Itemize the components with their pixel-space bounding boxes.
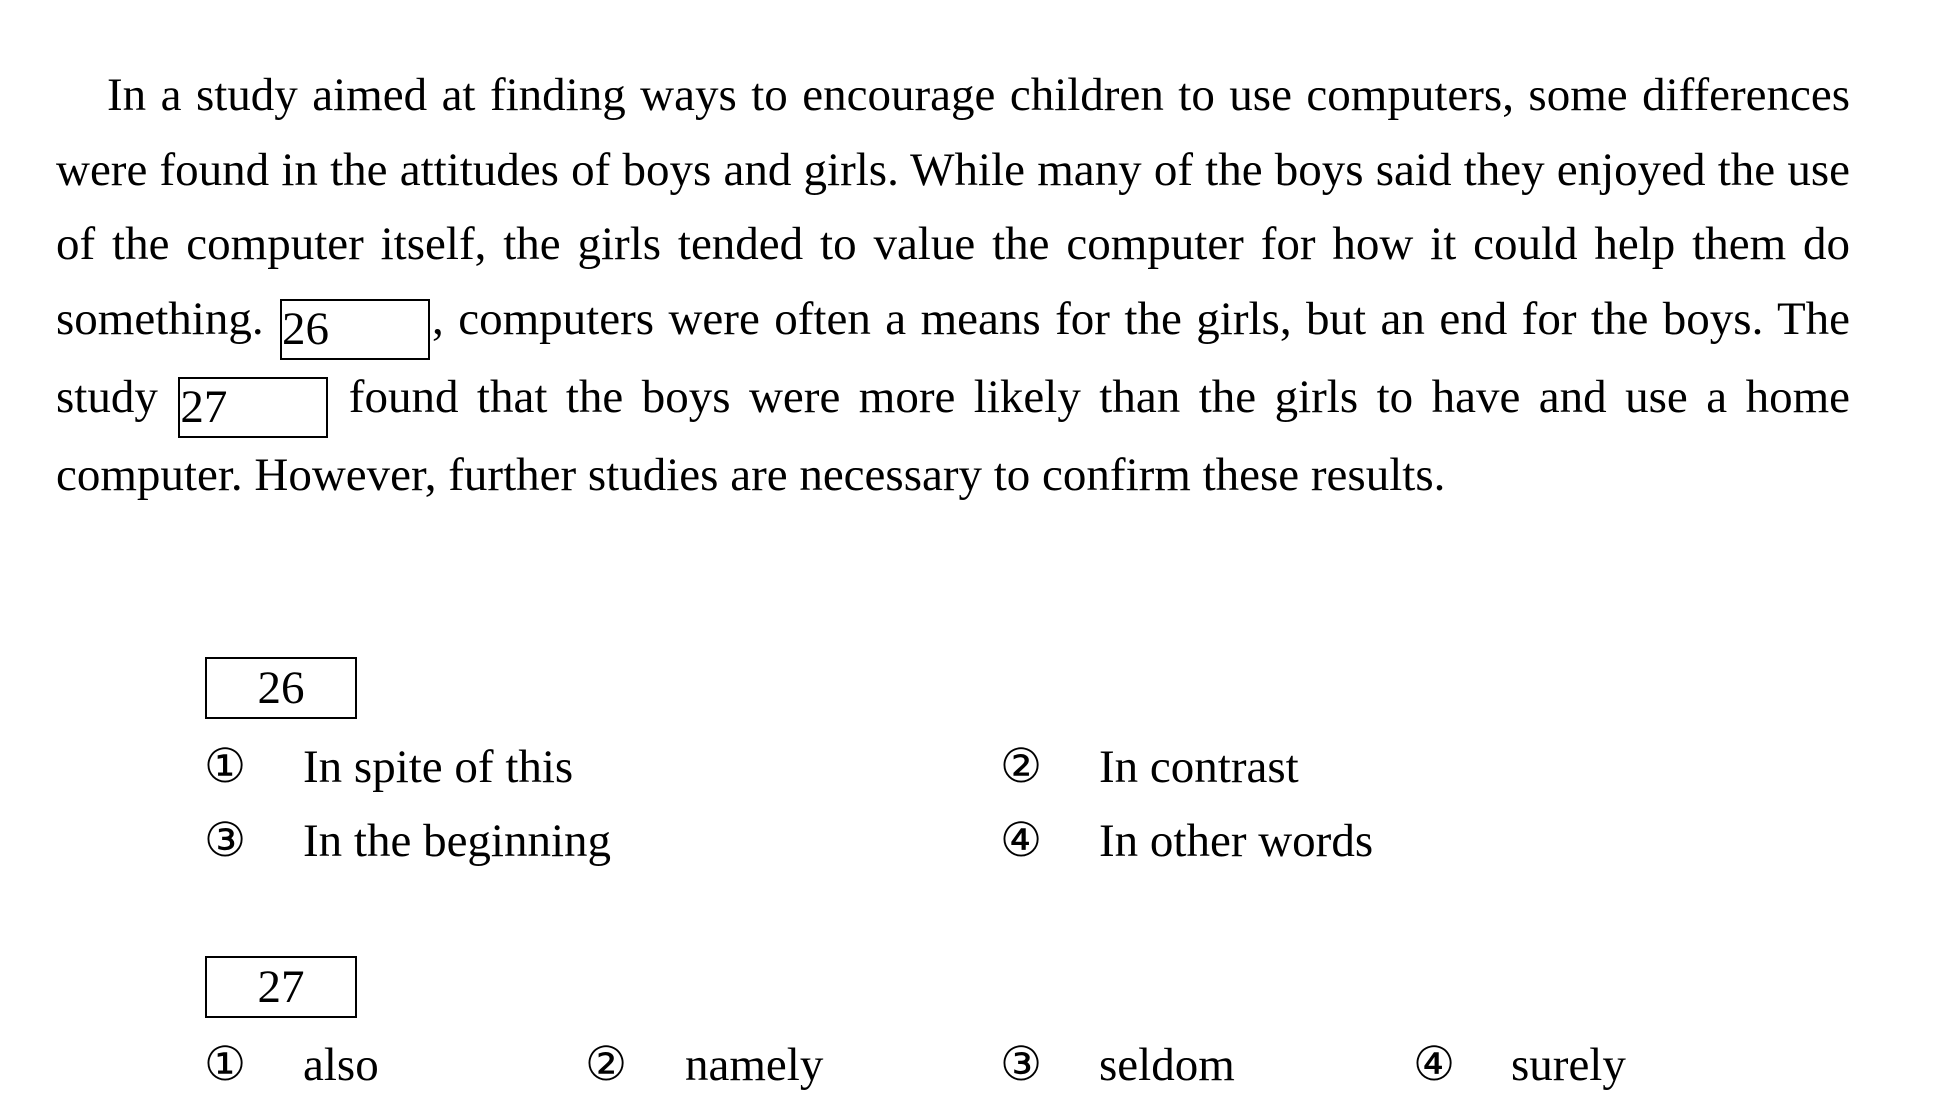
option-27-4-text[interactable]: surely: [1511, 1039, 1626, 1091]
question-26-label: 26: [205, 657, 357, 719]
blank-26-box[interactable]: 26: [280, 299, 430, 360]
option-26-4-number[interactable]: ④: [1000, 813, 1043, 868]
option-27-1-text[interactable]: also: [303, 1039, 379, 1091]
option-26-1-text[interactable]: In spite of this: [303, 741, 574, 793]
option-27-4-number[interactable]: ④: [1413, 1037, 1456, 1092]
option-27-3-text[interactable]: seldom: [1099, 1039, 1235, 1091]
option-26-3-number[interactable]: ③: [204, 813, 247, 868]
option-26-4-text[interactable]: In other words: [1099, 815, 1374, 867]
option-26-2-text[interactable]: In contrast: [1099, 741, 1299, 793]
passage-part-1: In a study aimed at finding ways to encourage children to use computers, some differences were found in the attitudes of boys and girls. While many of the boys said they enjoyed the use of the computer itself, the girls tended to value the computer for how it could help them do something.: [56, 69, 1850, 345]
option-26-2-number[interactable]: ②: [1000, 739, 1043, 794]
passage-text: [56, 58, 1850, 512]
passage-part-2: , computers were often a means for the girls, but an end for the boys. The study: [56, 292, 1851, 423]
option-27-1-number[interactable]: ①: [204, 1037, 247, 1092]
option-27-3-number[interactable]: ③: [1000, 1037, 1043, 1092]
question-27-label: 27: [205, 956, 357, 1018]
option-26-1-number[interactable]: ①: [204, 739, 247, 794]
option-27-2-text[interactable]: namely: [685, 1039, 824, 1091]
passage-part-3: found that the boys were more likely than the girls to have and use a home computer. However, further studies are necessary to confirm these results.: [56, 370, 1850, 501]
option-27-2-number[interactable]: ②: [585, 1037, 628, 1092]
blank-27-box[interactable]: 27: [178, 377, 328, 438]
option-26-3-text[interactable]: In the beginning: [303, 815, 612, 867]
